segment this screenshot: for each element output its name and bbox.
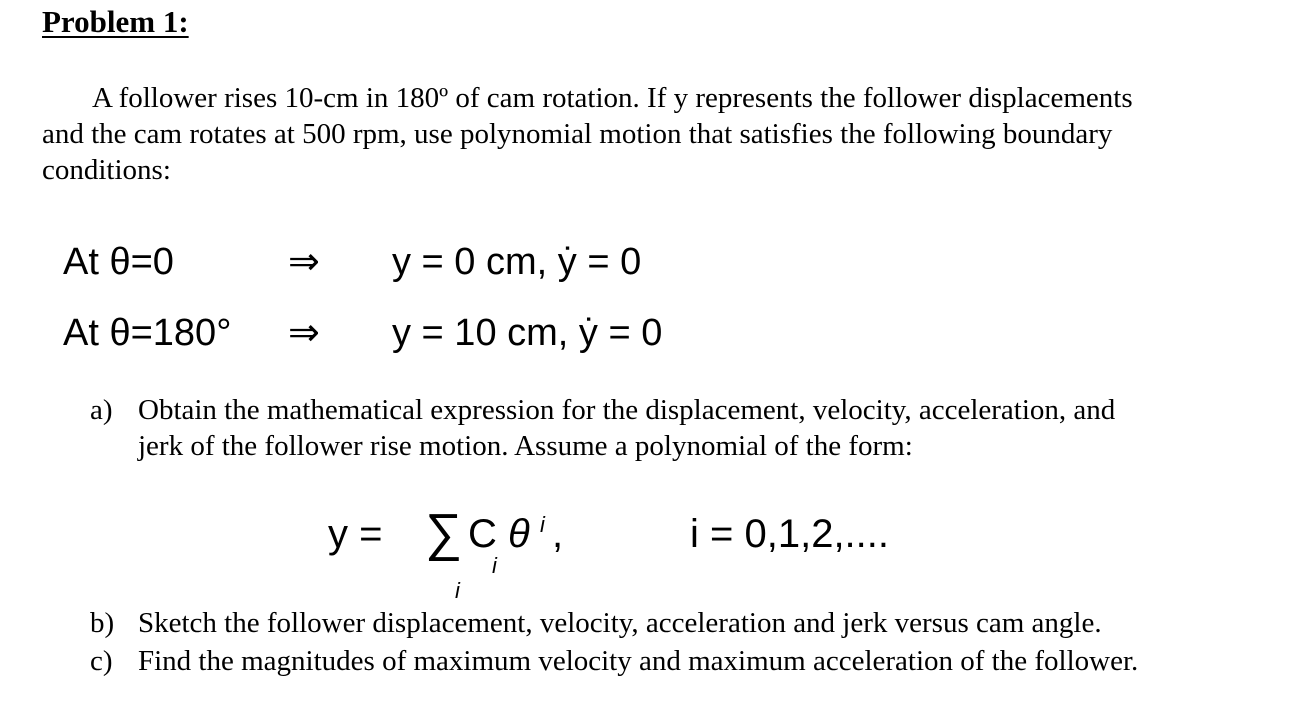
intro-text-line-1: A follower rises 10-cm in 180º of cam rotation. If y represents the follower displacements bbox=[92, 82, 1133, 114]
question-a-marker: a) bbox=[90, 394, 113, 426]
question-a-text-line-2: jerk of the follower rise motion. Assume a polynomial of the form: bbox=[138, 430, 913, 462]
formula-exponent: i bbox=[540, 512, 545, 537]
question-a-text-line-1: Obtain the mathematical expression for the displacement, velocity, acceleration, and bbox=[138, 394, 1116, 426]
question-c-marker: c) bbox=[90, 645, 113, 677]
formula-comma: , bbox=[552, 512, 564, 556]
formula-lhs: y = bbox=[328, 512, 383, 556]
formula-variable: θ bbox=[508, 512, 530, 556]
formula-coefficient: C bbox=[468, 512, 497, 556]
intro-text-line-2: and the cam rotates at 500 rpm, use polynomial motion that satisfies the following boundary bbox=[42, 118, 1113, 150]
intro-text-line-3: conditions: bbox=[42, 154, 171, 186]
condition-2-at: At θ=180° bbox=[63, 312, 232, 354]
summation-symbol: ∑ bbox=[425, 504, 463, 562]
problem-title: Problem 1: bbox=[42, 4, 189, 39]
condition-2-implies-arrow: ⇒ bbox=[288, 312, 320, 354]
formula-index-range: i = 0,1,2,.... bbox=[690, 512, 890, 556]
condition-1-at: At θ=0 bbox=[63, 241, 174, 283]
condition-1-values: y = 0 cm, ẏ = 0 bbox=[392, 241, 642, 283]
formula-coefficient-subscript: i bbox=[492, 553, 497, 578]
question-b-text: Sketch the follower displacement, velocity, acceleration and jerk versus cam angle. bbox=[138, 607, 1102, 639]
question-b-marker: b) bbox=[90, 607, 115, 639]
condition-1-implies-arrow: ⇒ bbox=[288, 241, 320, 283]
question-c-text: Find the magnitudes of maximum velocity and maximum acceleration of the follower. bbox=[138, 645, 1139, 677]
summation-index: i bbox=[455, 578, 460, 603]
condition-2-values: y = 10 cm, ẏ = 0 bbox=[392, 312, 663, 354]
